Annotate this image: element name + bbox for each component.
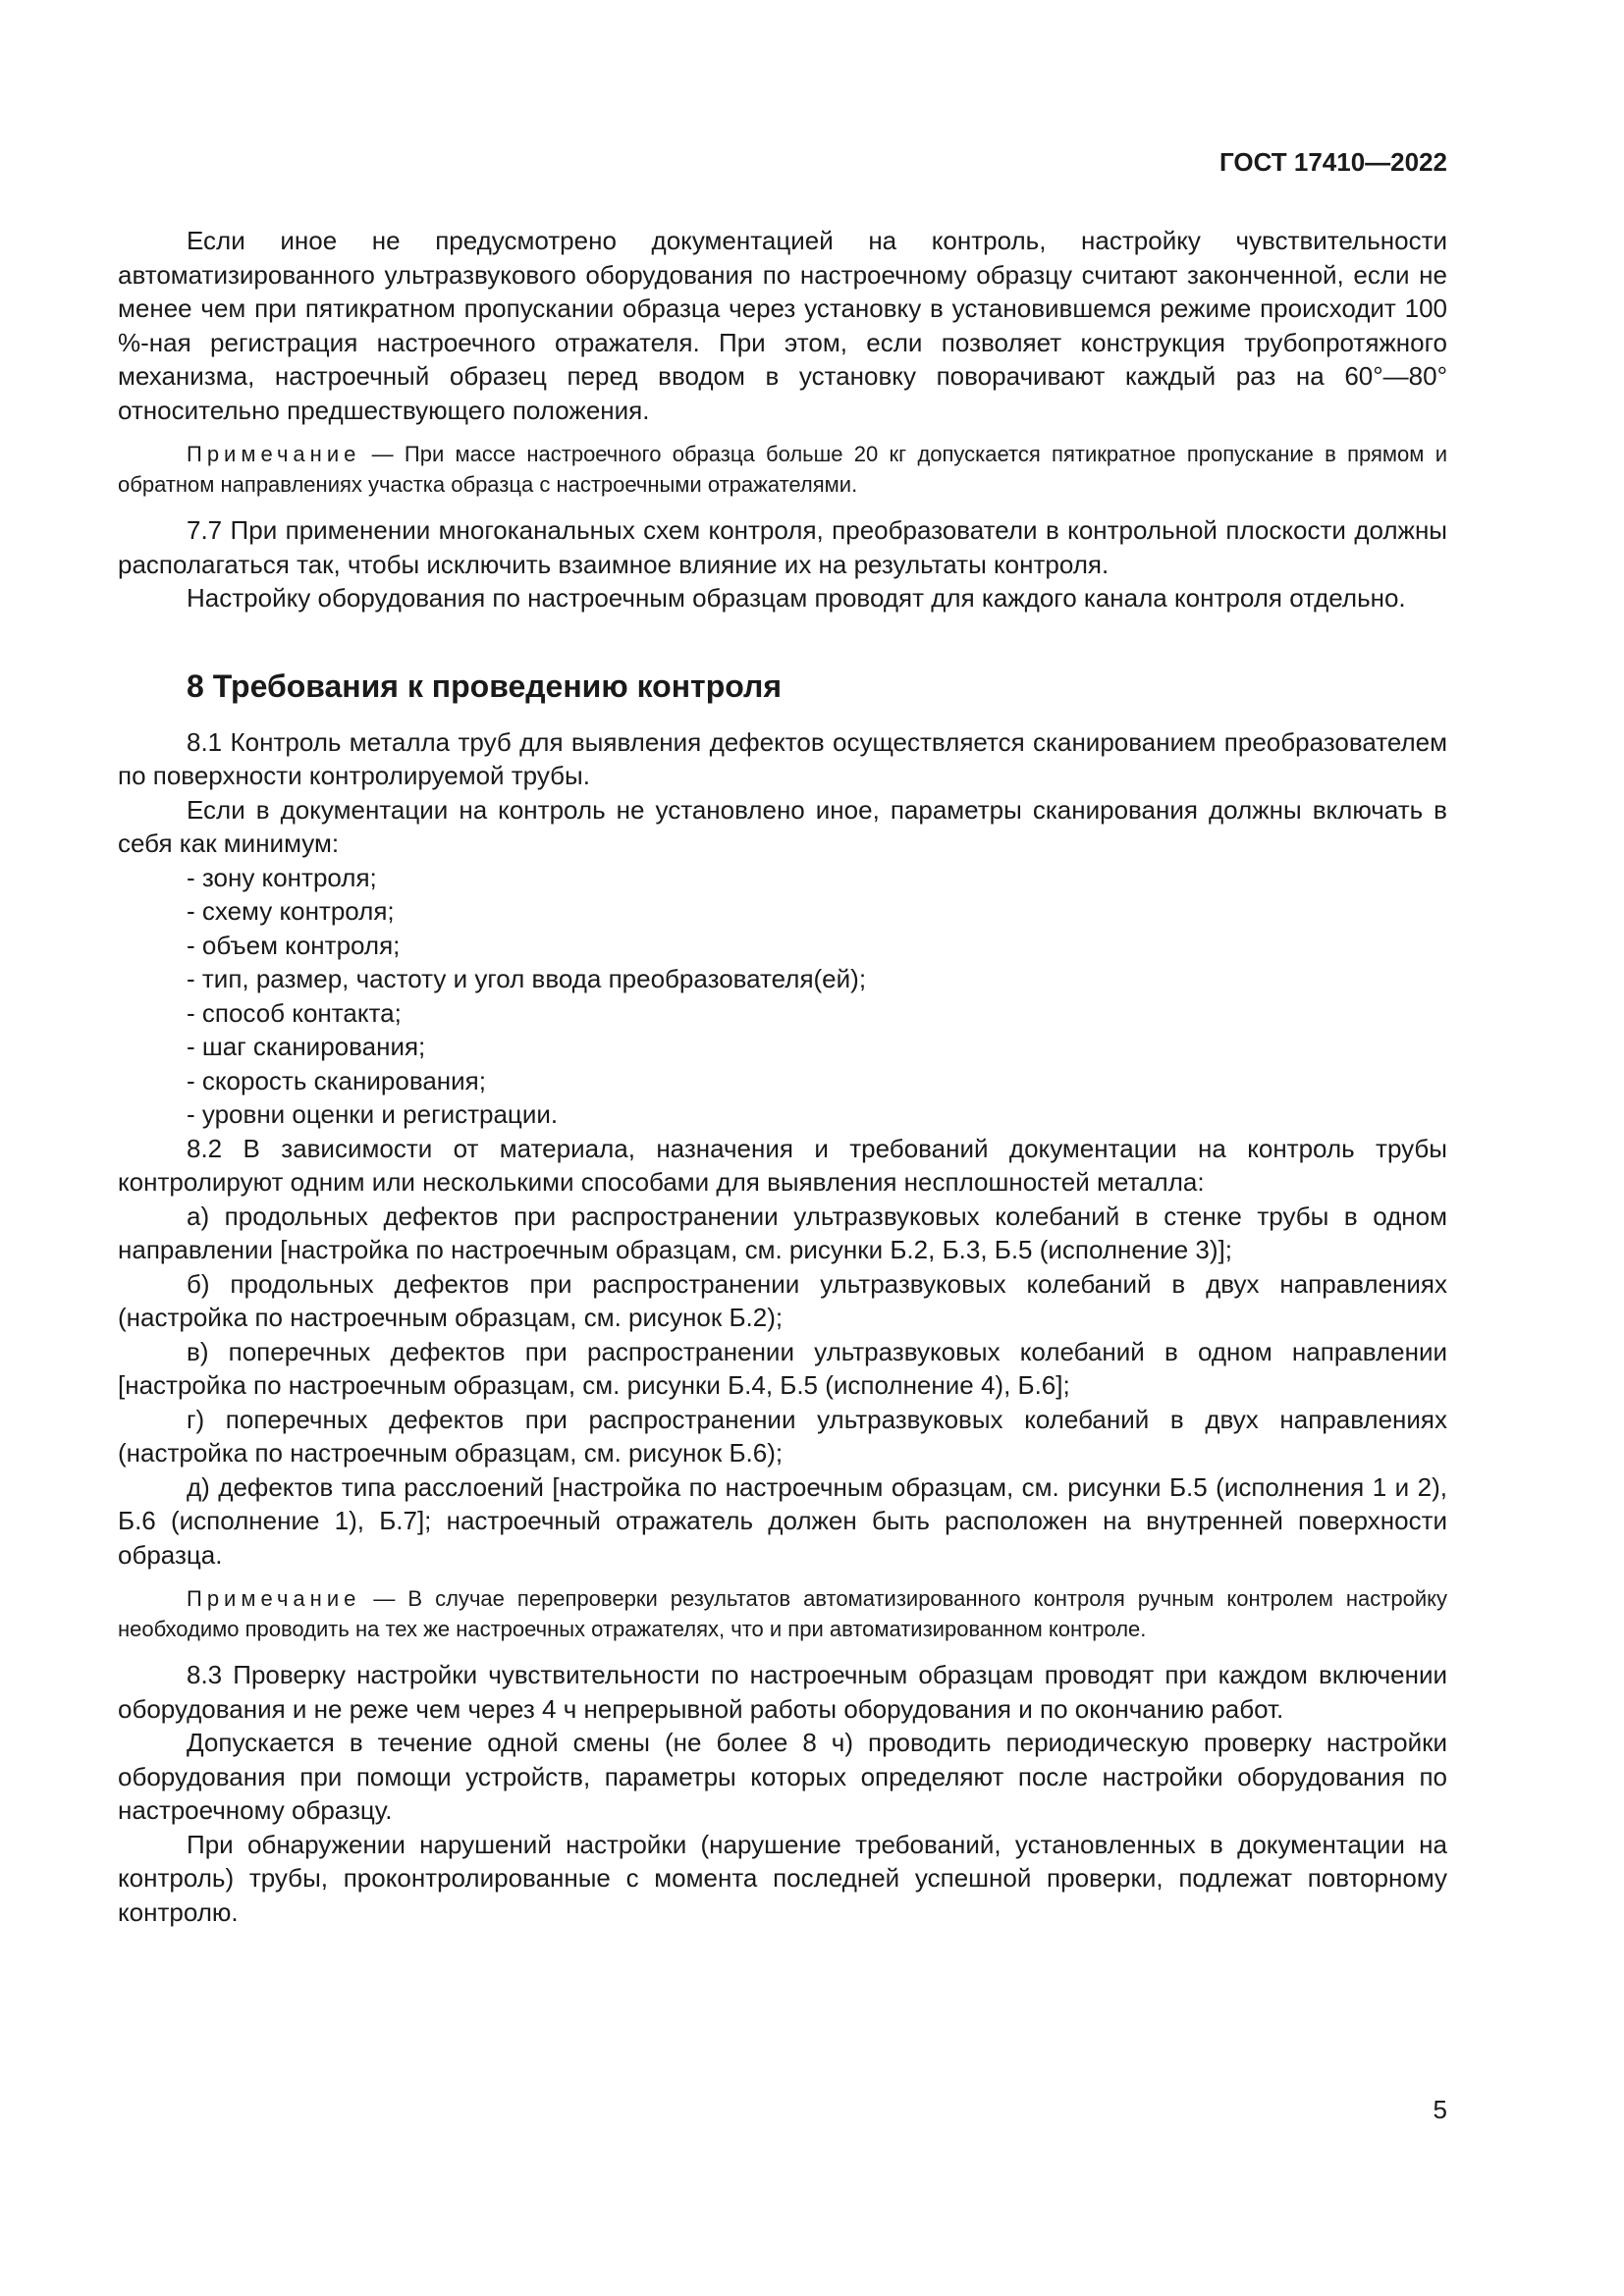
document-header: ГОСТ 17410—2022 [1219,147,1447,177]
note-8-2 [118,1583,1447,1644]
paragraph-8-1-b: Если в документации на контроль не установлено иное, параметры сканирования должны включать в себя как минимум: [118,794,1447,858]
paragraph-8-3-c: При обнаружении нарушений настройки (нарушение требований, установленных в документации на контроль) трубы, проконтролированные с момента последней успешной проверки, подлежат повторному контролю. [118,1829,1447,1927]
list-item: - уровни оценки и регистрации. [187,1099,559,1129]
paragraph-8-2-c: в) поперечных дефектов при распространении ультразвуковых колебаний в одном направлении [настройка по настроечным образцам, см. рисунки Б.4, Б.5 (исполнение 4), Б.6]; [118,1336,1447,1400]
list-item: - объем контроля; [187,930,401,960]
paragraph-8-2-a: а) продольных дефектов при распространении ультразвуковых колебаний в стенке трубы в одном направлении [настройка по настроечным образцам, см. рисунки Б.2, Б.3, Б.5 (исполнение 3)]; [118,1201,1447,1264]
paragraph-8-1: 8.1 Контроль металла труб для выявления дефектов осуществляется сканированием преобразователем по поверхности контролируемой трубы. [118,726,1447,790]
list-item: - схему контроля; [187,896,395,926]
list-item: - зону контроля; [187,862,377,892]
paragraph-8-2-b: б) продольных дефектов при распространении ультразвуковых колебаний в двух направлениях (настройка по настроечным образцам, см. рисунок Б.2); [118,1268,1447,1332]
note-text: — В случае перепроверки результатов автоматизированного контроля ручным контролем настройку необходимо проводить на тех же настроечных отражателях, что и при автоматизированном контроле. [118,1586,1447,1641]
paragraph-8-2: 8.2 В зависимости от материала, назначения и требований документации на контроль трубы контролируют одним или несколькими способами для выявления несплошностей металла: [118,1133,1447,1197]
list-item: - скорость сканирования; [187,1065,486,1095]
page-number: 5 [1433,2095,1447,2124]
list-item: - тип, размер, частоту и угол ввода преобразователя(ей); [187,964,867,993]
note-label: Примечание [187,442,361,466]
list-item: - способ контакта; [187,997,402,1028]
page-content [118,224,1447,1929]
paragraph-sensitivity-setup: Если иное не предусмотрено документацией на контроль, настройку чувствительности автоматизированного ультразвукового оборудования по настроечному образцу считают законченной, если не менее чем при пятикратном пропускании образца через установку в установившемся режиме происходит 100 %-ная регистрация настроечного отражателя. При этом, если позволяет конструкция трубопротяжного механизма, настроечный образец перед вводом в установку поворачивают каждый раз на 60°—80° относительно предшествующего положения. [118,226,1447,425]
scan-parameters-list [118,861,1447,1132]
note-text: — При массе настроечного образца больше 20 кг допускается пятикратное пропускание в прямом и обратном направлениях участка образца с настроечными отражателями. [118,442,1447,497]
paragraph-8-3: 8.3 Проверку настройки чувствительности по настроечным образцам проводят при каждом включении оборудования и не реже чем через 4 ч непрерывной работы оборудования и по окончанию работ. [118,1660,1447,1724]
note-label: Примечание [187,1586,361,1611]
paragraph-8-3-b: Допускается в течение одной смены (не более 8 ч) проводить периодическую проверку настройки оборудования при помощи устройств, параметры которых определяют после настройки оборудования по настроечному образцу. [118,1728,1447,1825]
paragraph-7-7-b: Настройку оборудования по настроечным образцам проводят для каждого канала контроля отдельно. [187,583,1406,613]
paragraph-8-2-e: д) дефектов типа расслоений [настройка по настроечным образцам, см. рисунки Б.5 (исполнения 1 и 2), Б.6 (исполнение 1), Б.7]; настроечный отражатель должен быть расположен на внутренней поверхности образца. [118,1471,1447,1570]
section-8-title: 8 Требования к проведению контроля [187,667,782,704]
list-item: - шаг сканирования; [187,1032,426,1061]
paragraph-8-2-d: г) поперечных дефектов при распространении ультразвуковых колебаний в двух направлениях (настройка по настроечным образцам, см. рисунок Б.6); [118,1404,1447,1468]
paragraph-7-7: 7.7 При применении многоканальных схем контроля, преобразователи в контрольной плоскости должны располагаться так, чтобы исключить взаимное влияние их на результаты контроля. [118,515,1447,579]
note-7-6 [118,439,1447,500]
